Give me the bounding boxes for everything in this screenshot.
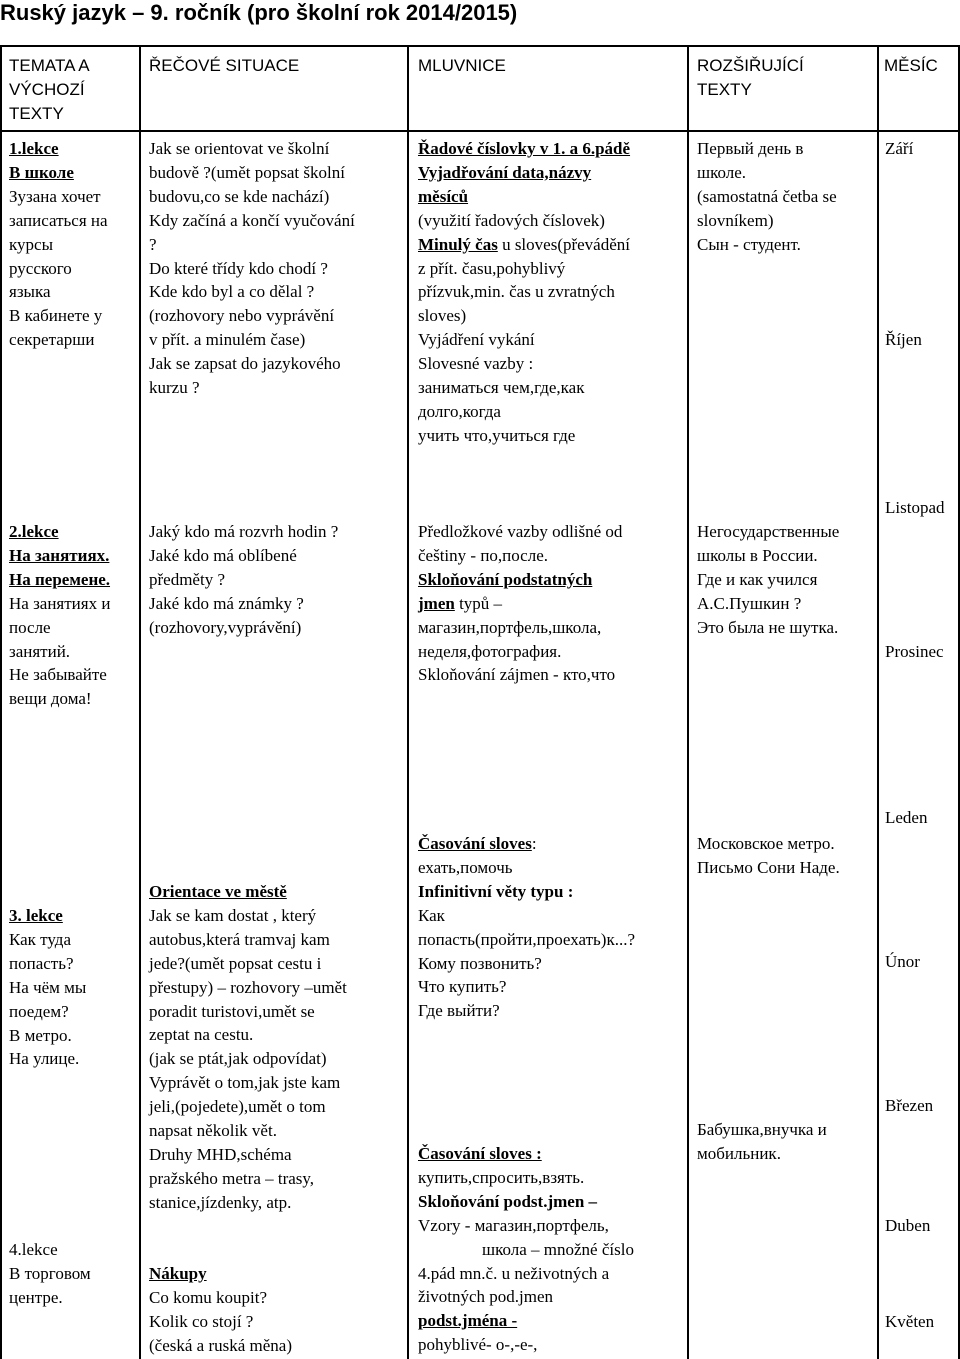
row3-topics-lesson3: 3. lekce Как туда попасть? На чём мы поедем? В метро. На улице.	[9, 906, 87, 1069]
row3-extra-2: Бабушка,внучка и мобильник.	[697, 1120, 827, 1163]
row3-speech-shopping: Nákupy Co komu koupit? Kolik co stojí ? (česká a ruská měna)	[149, 1264, 293, 1355]
row3-grammar-part2: Časování sloves : купить,спросить,взять. Skloňování podst.jmen – Vzory - магазин,портфель, школа – množné číslo 4.pád mn.č. u neživotných a životných pod.jmen podst.jména - pohyblivé- о-,-е-,	[418, 1144, 634, 1355]
row3-month-5: Květen	[885, 1312, 935, 1331]
row1-topics: 1.lekce В школе Зузана хочет записаться на курсы русского языка В кабинете у секретарши	[9, 139, 108, 350]
header-speech: ŘEČOVÉ SITUACE	[149, 56, 300, 75]
header-grammar: MLUVNICE	[418, 56, 506, 75]
row3-grammar-part1: Časování sloves: ехать,помочь Infinitivní věty typu : Как попасть(пройти,проехать)к...? Кому позвонить? Что купить? Где выйти?	[418, 834, 636, 1021]
row3-extra-1: Московское метро. Письмо Сони Наде.	[697, 834, 840, 877]
page-title: Ruský jazyk – 9. ročník (pro školní rok 2014/2015)	[0, 0, 518, 25]
header-topics: TEMATA A VÝCHOZÍ TEXTY	[9, 56, 90, 123]
row1-grammar: Řadové číslovky v 1. a 6.pádě Vyjadřování data,názvy měsíců (využití řadových číslovek) Minulý čas u sloves(převádění z přít. času,pohyblivý přízvuk,min. čas u zvratných sloves) Vyjádření vykání Slovesné vazby : заниматься чем,где,как долго,когда учить что,учиться где	[418, 139, 631, 445]
row1-speech: Jak se orientovat ve školní budově ?(umět popsat školní budovu,co se kde nachází) Kdy začíná a končí vyučování ? Do které třídy kdo chodí ? Kde kdo byl a co dělal ? (rozhovory nebo vyprávění v přít. a minulém čase) Jak se zapsat do jazykového kurzu ?	[149, 139, 355, 398]
row1-month-2: Říjen	[885, 330, 922, 349]
row2-month-2: Prosinec	[885, 642, 944, 661]
row2-grammar: Předložkové vazby odlišné od češtiny - по,после. Skloňování podstatných jmen typů – магазин,портфель,школа, неделя,фотография. Skloňování zájmen - кто,что	[418, 522, 623, 685]
row3-topics-lesson4: 4.lekce В торговом центре.	[9, 1240, 91, 1307]
row3-month-1: Leden	[885, 808, 928, 827]
header-month: MĚSÍC	[884, 56, 938, 75]
row2-topics: 2.lekce На занятиях. На перемене. На занятиях и после занятий. Не забывайте вещи дома!	[9, 522, 111, 709]
row1-month-1: Září	[885, 139, 914, 158]
row3-speech-orientation: Orientace ve městě Jak se kam dostat , který autobus,která tramvaj kam jede?(umět popsat cestu i přestupy) – rozhovory –umět poradit turistovi,umět se zeptat na cestu. (jak se ptát,jak odpovídat) Vyprávět o tom,jak jste kam jeli,(pojedete),umět o tom napsat několik vět. Druhy MHD,schéma pražského metra – trasy, stanice,jízdenky, atp.	[149, 882, 347, 1212]
row2-month-1: Listopad	[885, 498, 945, 517]
row2-extra: Негосударственные школы в России. Где и как учился А.С.Пушкин ? Это была не шутка.	[697, 522, 840, 637]
row1-extra: Первый день в школе. (samostatná četba se slovníkem) Сын - студент.	[697, 139, 837, 254]
header-extra: ROZŠIŘUJÍCÍ TEXTY	[697, 56, 804, 99]
row3-month-3: Březen	[885, 1096, 934, 1115]
row2-speech: Jaký kdo má rozvrh hodin ? Jaké kdo má oblíbené předměty ? Jaké kdo má známky ? (rozhovory,vyprávění)	[149, 522, 339, 637]
row3-month-4: Duben	[885, 1216, 931, 1235]
row3-month-2: Únor	[885, 952, 920, 971]
